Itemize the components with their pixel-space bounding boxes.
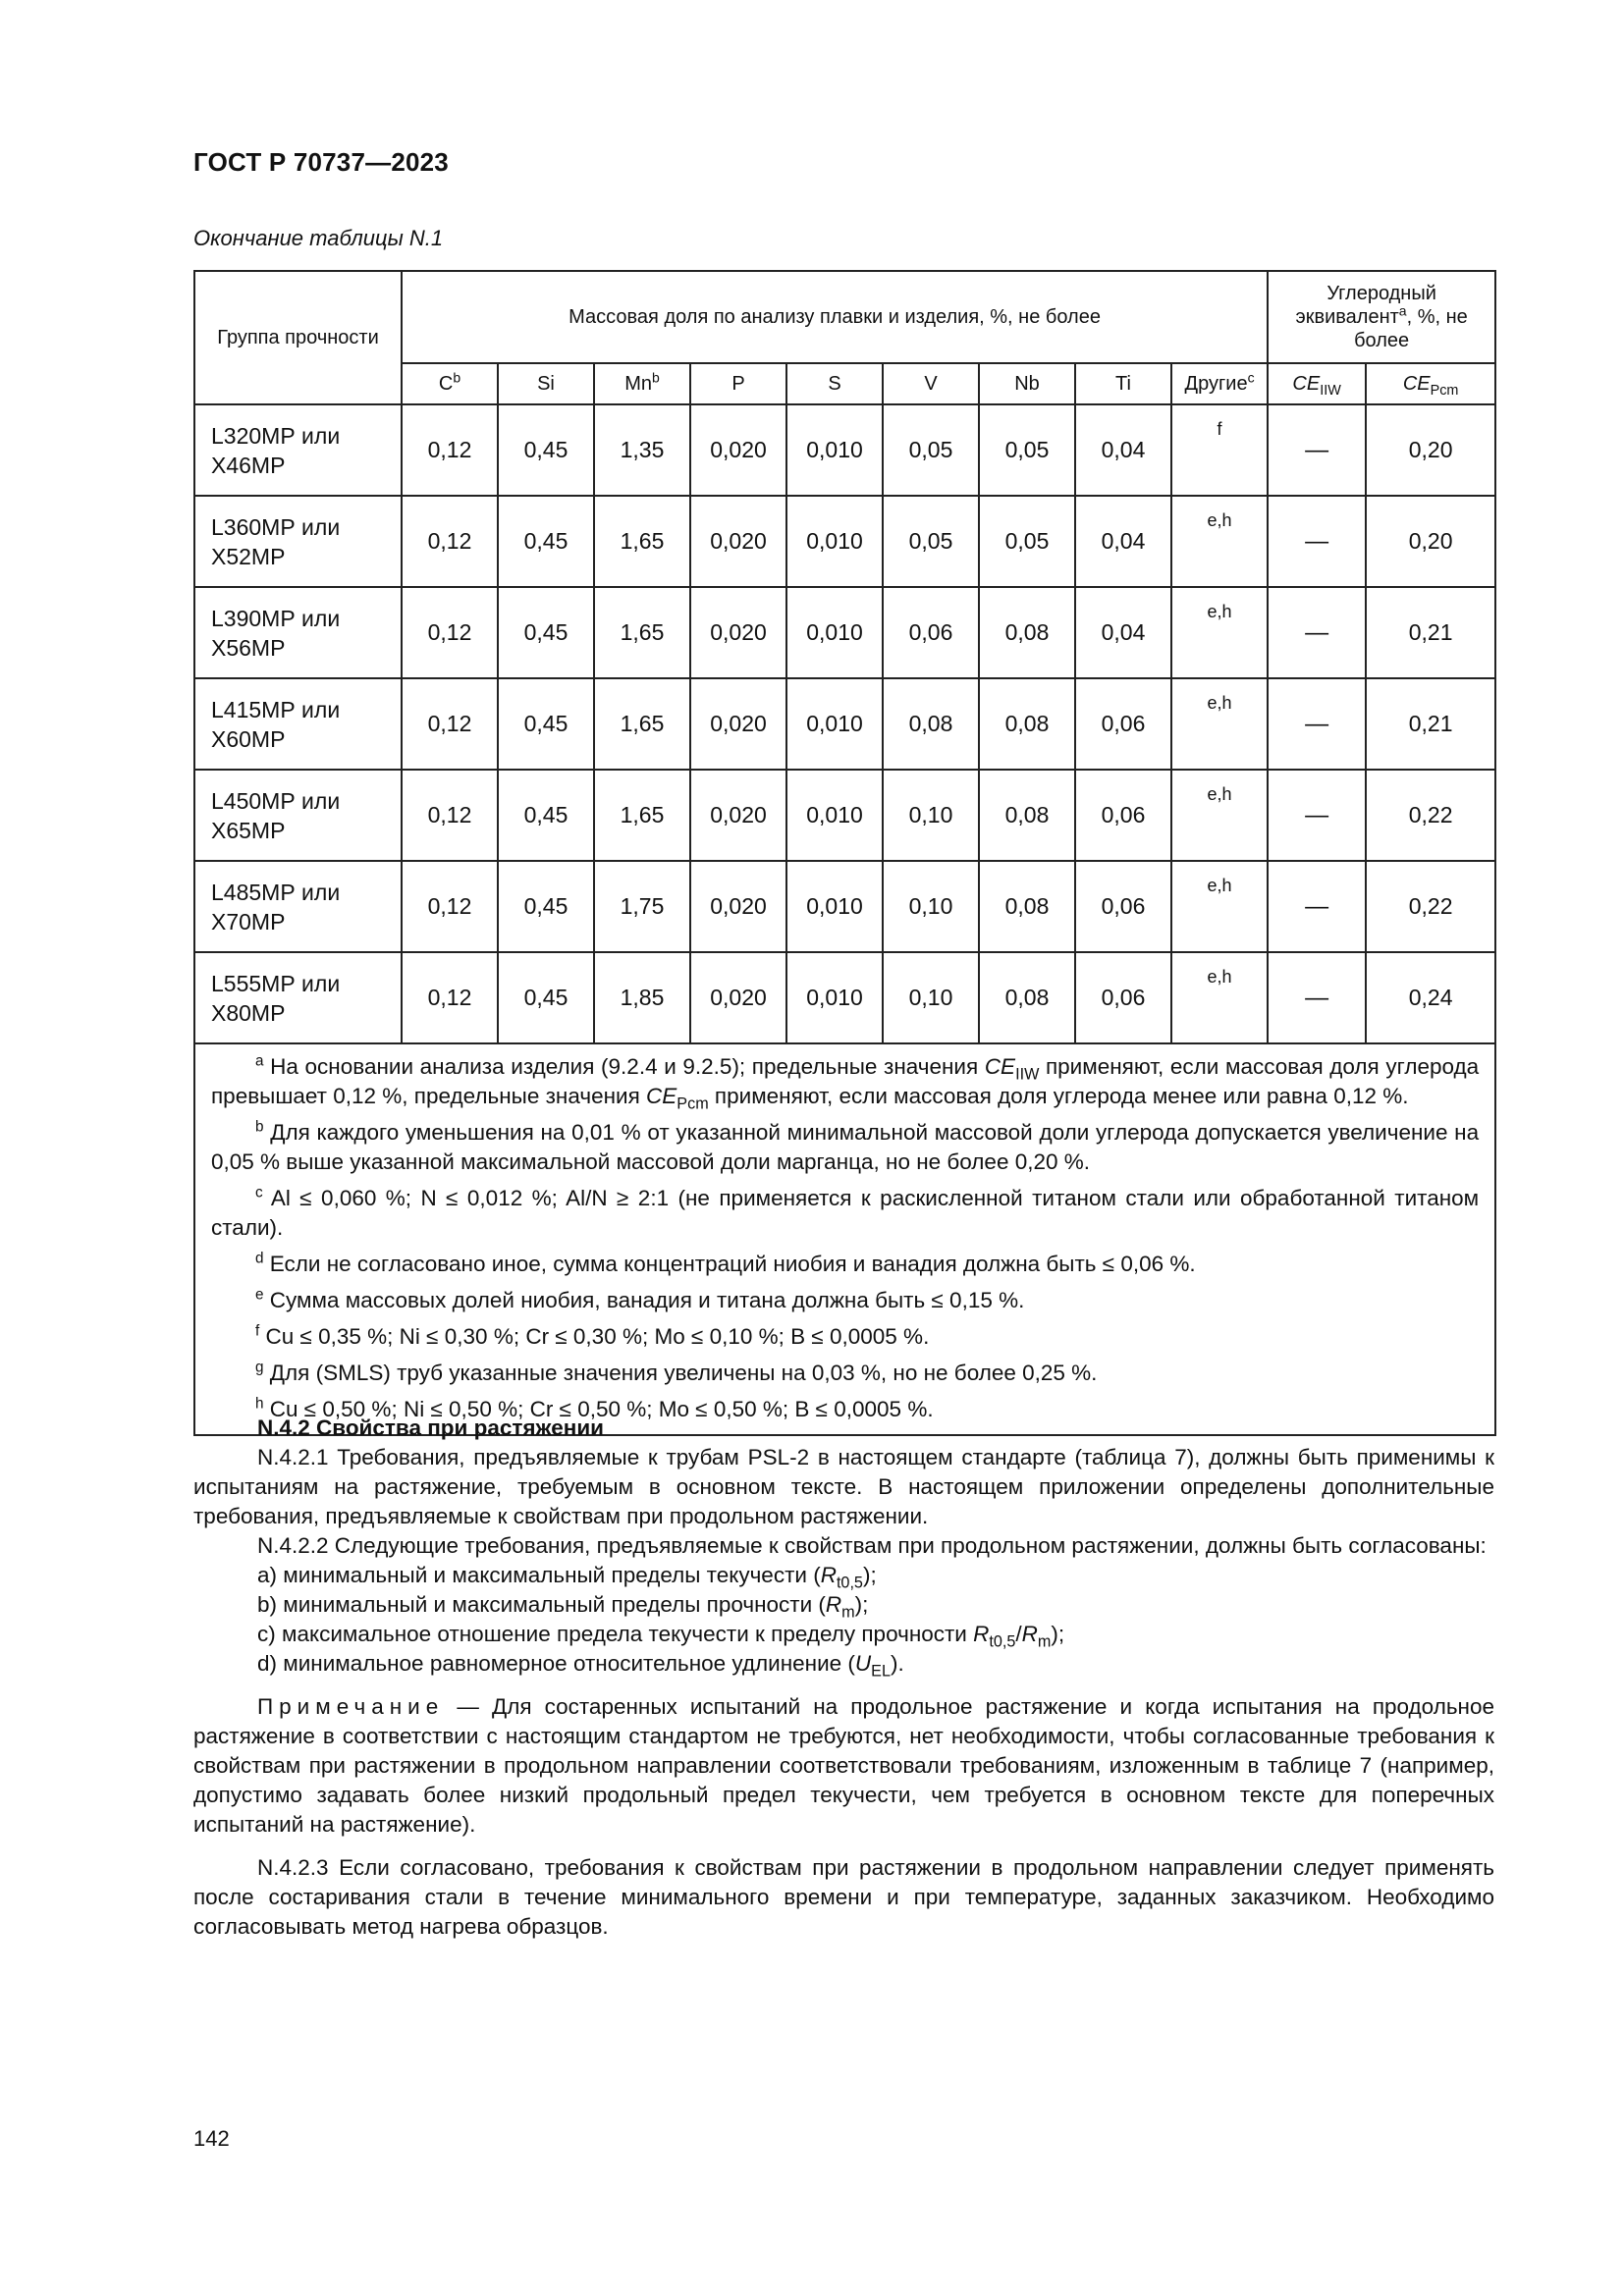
c-cell: 0,12: [402, 678, 498, 770]
v-cell: 0,05: [883, 404, 979, 496]
mn-cell: 1,65: [594, 678, 690, 770]
nb-cell: 0,08: [979, 952, 1075, 1043]
document-title: ГОСТ Р 70737—2023: [193, 147, 449, 177]
s-cell: 0,010: [786, 496, 883, 587]
paragraph-n421: N.4.2.1 Требования, предъявляемые к трубам PSL-2 в настоящем стандарте (таблица 7), должны быть применимы к испытаниям на растяжение, требуемым в основном тексте. В настоящем приложении определены дополнительные требования, предъявляемые к свойствам при продольном растяжении.: [193, 1445, 1494, 1528]
ce-pcm-cell: 0,22: [1366, 861, 1495, 952]
chemical-composition-table: [193, 270, 1496, 1436]
mn-cell: 1,65: [594, 587, 690, 678]
section-heading: N.4.2 Свойства при растяжении: [257, 1415, 604, 1440]
ce-iiw-cell: —: [1268, 587, 1366, 678]
note-e: $^e$ Сумма массовых долей ниобия, ванадия и титана должна быть ≤ 0,15 %.: [255, 1286, 1025, 1312]
note-a: $^a$ На основании анализа изделия (9.2.4 и 9.2.5); предельные значения $CE_{IIW}$ применяют, если массовая доля углерода превышает 0,12 %, предельные значения $CE_{Pcm}$ применяют, если массовая доля углерода менее или равна 0,12 %.: [211, 1052, 1480, 1113]
section-body: [193, 1414, 1494, 1942]
grade-cell: L360МР или X52MP: [194, 496, 402, 587]
ce-iiw-cell: —: [1268, 496, 1366, 587]
mn-cell: 1,65: [594, 496, 690, 587]
note-b: $^b$ Для каждого уменьшения на 0,01 % от указанной минимальной массовой доли углерода допускается увеличение на 0,05 % выше указанной максимальной массовой доли марганца, но не более 0,20 %.: [211, 1118, 1480, 1174]
col-header-s: S: [786, 363, 883, 404]
s-cell: 0,010: [786, 861, 883, 952]
si-cell: 0,45: [498, 678, 594, 770]
ce-pcm-cell: 0,24: [1366, 952, 1495, 1043]
ti-cell: 0,06: [1075, 770, 1171, 861]
v-cell: 0,10: [883, 861, 979, 952]
list-item-c: c) максимальное отношение предела текучести к пределу прочности $R_{t0,5}/R_m$);: [257, 1622, 1065, 1651]
v-cell: 0,05: [883, 496, 979, 587]
table-notes: [194, 1043, 1495, 1435]
ce-pcm-cell: 0,22: [1366, 770, 1495, 861]
other-cell: e,h: [1171, 861, 1268, 952]
other-cell: f: [1171, 404, 1268, 496]
s-cell: 0,010: [786, 952, 883, 1043]
ce-pcm-cell: 0,20: [1366, 404, 1495, 496]
ti-cell: 0,06: [1075, 952, 1171, 1043]
c-cell: 0,12: [402, 587, 498, 678]
table-row: [194, 952, 1495, 1043]
other-cell: e,h: [1171, 952, 1268, 1043]
nb-cell: 0,08: [979, 770, 1075, 861]
mn-cell: 1,35: [594, 404, 690, 496]
grade-cell: L415МР или X60MP: [194, 678, 402, 770]
s-cell: 0,010: [786, 678, 883, 770]
ti-cell: 0,04: [1075, 496, 1171, 587]
s-cell: 0,010: [786, 404, 883, 496]
ce-pcm-cell: 0,21: [1366, 587, 1495, 678]
other-cell: e,h: [1171, 587, 1268, 678]
ce-pcm-cell: 0,21: [1366, 678, 1495, 770]
nb-cell: 0,05: [979, 496, 1075, 587]
nb-cell: 0,08: [979, 678, 1075, 770]
ce-iiw-cell: —: [1268, 861, 1366, 952]
table-header-row: [194, 271, 1495, 363]
col-header-ce-pcm: $CE_{Pcm}$: [1366, 363, 1495, 404]
p-cell: 0,020: [690, 861, 786, 952]
table-caption: Окончание таблицы N.1: [193, 226, 444, 250]
si-cell: 0,45: [498, 770, 594, 861]
ce-iiw-cell: —: [1268, 678, 1366, 770]
p-cell: 0,020: [690, 404, 786, 496]
nb-cell: 0,08: [979, 861, 1075, 952]
table-row: [194, 861, 1495, 952]
col-header-ce-iiw: $CE_{IIW}$: [1268, 363, 1366, 404]
other-cell: e,h: [1171, 770, 1268, 861]
ce-iiw-cell: —: [1268, 404, 1366, 496]
si-cell: 0,45: [498, 404, 594, 496]
ti-cell: 0,06: [1075, 678, 1171, 770]
grade-cell: L485МР или X70MP: [194, 861, 402, 952]
note-label: Примечание: [257, 1694, 445, 1719]
note-f: $^f$ Cu ≤ 0,35 %; Ni ≤ 0,30 %; Cr ≤ 0,30 %; Mo ≤ 0,10 %; B ≤ 0,0005 %.: [255, 1322, 930, 1349]
v-cell: 0,06: [883, 587, 979, 678]
p-cell: 0,020: [690, 952, 786, 1043]
list-item-a: a) минимальный и максимальный пределы текучести $(R_{t0,5})$;: [257, 1563, 877, 1592]
paragraph-n422: N.4.2.2 Следующие требования, предъявляемые к свойствам при продольном растяжении, должны быть согласованы:: [257, 1533, 1487, 1558]
mn-cell: 1,75: [594, 861, 690, 952]
ce-iiw-cell: —: [1268, 770, 1366, 861]
si-cell: 0,45: [498, 587, 594, 678]
list-item-d: d) минимальное равномерное относительное удлинение $(U_{EL})$.: [257, 1651, 904, 1681]
si-cell: 0,45: [498, 952, 594, 1043]
notes-row: [194, 1043, 1495, 1435]
table-row: [194, 404, 1495, 496]
p-cell: 0,020: [690, 678, 786, 770]
page-number: 142: [193, 2126, 230, 2151]
c-cell: 0,12: [402, 404, 498, 496]
note-c: $^c$ Al ≤ 0,060 %; N ≤ 0,012 %; Al/N ≥ 2:1 (не применяется к раскисленной титаном стали или обработанной титаном стали).: [211, 1184, 1480, 1240]
list-item-b: b) минимальный и максимальный пределы прочности $(R_m)$;: [257, 1592, 869, 1622]
c-cell: 0,12: [402, 496, 498, 587]
note-h: $^h$ Cu ≤ 0,50 %; Ni ≤ 0,50 %; Cr ≤ 0,50 %; Mo ≤ 0,50 %; B ≤ 0,0005 %.: [255, 1395, 934, 1421]
ce-pcm-cell: 0,20: [1366, 496, 1495, 587]
group-header: Группа прочности: [194, 271, 402, 404]
table-row: [194, 678, 1495, 770]
col-header-ti: Ti: [1075, 363, 1171, 404]
si-cell: 0,45: [498, 861, 594, 952]
p-cell: 0,020: [690, 587, 786, 678]
mn-cell: 1,65: [594, 770, 690, 861]
col-header-mn: Mn$^b$: [594, 363, 690, 404]
ti-cell: 0,04: [1075, 404, 1171, 496]
v-cell: 0,10: [883, 770, 979, 861]
table-row: [194, 770, 1495, 861]
p-cell: 0,020: [690, 496, 786, 587]
ti-cell: 0,04: [1075, 587, 1171, 678]
p-cell: 0,020: [690, 770, 786, 861]
grade-cell: L390МР или X56MP: [194, 587, 402, 678]
grade-cell: L555МР или X80MP: [194, 952, 402, 1043]
nb-cell: 0,08: [979, 587, 1075, 678]
s-cell: 0,010: [786, 770, 883, 861]
col-header-nb: Nb: [979, 363, 1075, 404]
s-cell: 0,010: [786, 587, 883, 678]
table-row: [194, 496, 1495, 587]
mn-cell: 1,85: [594, 952, 690, 1043]
nb-cell: 0,05: [979, 404, 1075, 496]
v-cell: 0,10: [883, 952, 979, 1043]
mass-fraction-header: Массовая доля по анализу плавки и изделия, %, не более: [402, 271, 1268, 363]
c-cell: 0,12: [402, 952, 498, 1043]
table-row: [194, 587, 1495, 678]
note-g: $^g$ Для (SMLS) труб указанные значения увеличены на 0,03 %, но не более 0,25 %.: [255, 1359, 1098, 1385]
col-header-v: V: [883, 363, 979, 404]
ce-iiw-cell: —: [1268, 952, 1366, 1043]
si-cell: 0,45: [498, 496, 594, 587]
other-cell: e,h: [1171, 678, 1268, 770]
col-header-other: Другие$^c$: [1171, 363, 1268, 404]
grade-cell: L450МР или X65MP: [194, 770, 402, 861]
v-cell: 0,08: [883, 678, 979, 770]
note-paragraph: Примечание — Для состаренных испытаний на продольное растяжение и когда испытания на продольное растяжение в соответствии с настоящим стандартом не требуются, нет необходимости, чтобы согласованные требования к свойствам при растяжении в продольном направлении соответствовали требованиям, изложенным в таблице 7 (например, допустимо задавать более низкий продольный предел текучести, чем требуется в основном тексте для поперечных испытаний на растяжение).: [193, 1694, 1494, 1837]
col-header-si: Si: [498, 363, 594, 404]
grade-cell: L320МР или X46MP: [194, 404, 402, 496]
carbon-equivalent-header: Углеродный эквивалент$^a$, %, не более: [1268, 271, 1495, 363]
note-d: $^d$ Если не согласовано иное, сумма концентраций ниобия и ванадия должна быть ≤ 0,06 %.: [255, 1250, 1196, 1276]
ti-cell: 0,06: [1075, 861, 1171, 952]
other-cell: e,h: [1171, 496, 1268, 587]
paragraph-n423: N.4.2.3 Если согласовано, требования к свойствам при растяжении в продольном направлении следует применять после состаривания стали в течение минимального времени и при температуре, заданных заказчиком. Необходимо согласовывать метод нагрева образцов.: [193, 1855, 1494, 1939]
col-header-c: $C^b$: [402, 363, 498, 404]
c-cell: 0,12: [402, 770, 498, 861]
c-cell: 0,12: [402, 861, 498, 952]
col-header-p: P: [690, 363, 786, 404]
